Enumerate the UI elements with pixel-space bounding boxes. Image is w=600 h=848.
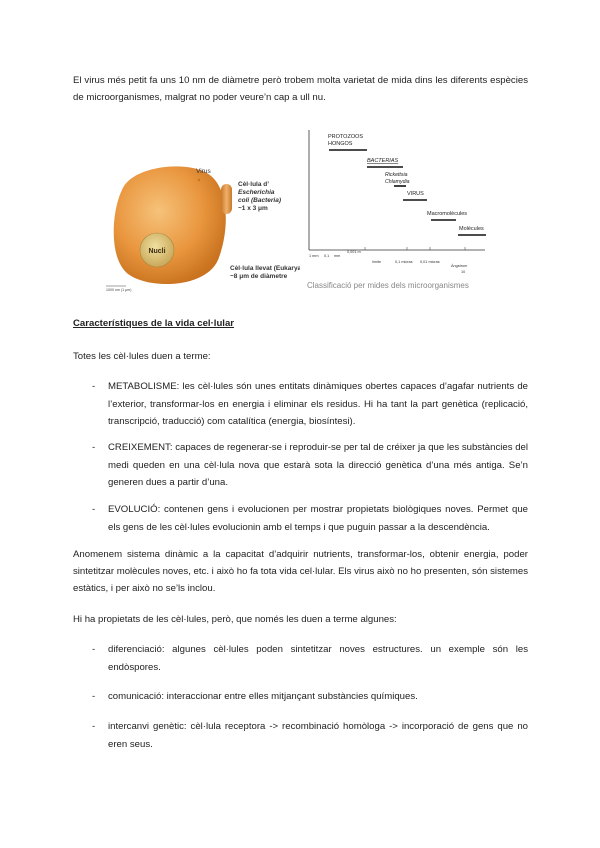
paragraph-1: Totes les cèl·lules duen a terme: [73, 351, 211, 362]
paragraph-3: Hi ha propietats de les cèl·lules, però, que només les duen a terme algunes: [73, 614, 397, 625]
list-item-text: METABOLISME: les cèl·lules són unes entitats dinàmiques obertes capaces d’agafar nutrients de l’exterior, transformar-los en energia i eliminar els residus. Hi ha tant la part genètica (replicació, transcripció, traducció) com catalítica (energia, biosíntesi). [108, 381, 528, 427]
bacteria-label-4: ~1 x 3 μm [238, 205, 268, 212]
section-heading: Característiques de la vida cel·lular [73, 318, 235, 329]
virus-label: Virus [196, 168, 211, 175]
cell-size-illustration [100, 150, 300, 300]
label-hongos: HONGOS [328, 141, 353, 147]
nucleus-label: Nucli [148, 248, 166, 255]
list-item-text: diferenciació: algunes cèl·lules poden sintetitzar noves estructures. un exemple són les endòspores. [108, 644, 528, 673]
bacteria-label-3: coli (Bacteria) [238, 197, 281, 204]
intro-paragraph: El virus més petit fa uns 10 nm de diàmetre però trobem molta varietat de mida dins les diferents espècies de microorganismes, malgrat no poder veure’n cap a ull nu. [73, 75, 528, 103]
tick-0001: 0,001 m [347, 250, 361, 254]
figure-caption: Classificació per mides dels microorganismes [307, 281, 469, 290]
tick-01: 0,1 [324, 254, 330, 258]
paragraph-2: Anomenem sistema dinàmic a la capacitat d’adquirir nutrients, transformar-los, obtenir energia, poder sintetitzar molècules noves, etc. i això ho fa tota vida cel·lular. Els virus això no ho presenten, són sistemes estàtics, i per això no se’ls inclou. [73, 549, 528, 594]
label-molecules: Molècules [459, 226, 484, 232]
virus-particle [198, 179, 200, 181]
size-ranges-diagram [305, 126, 495, 281]
size-classification-figure [305, 126, 495, 296]
label-protozoos: PROTOZOOS [328, 134, 364, 140]
yeast-label-2: ~8 μm de diàmetre [230, 273, 288, 280]
tick-1mm: 1 mm [309, 254, 319, 258]
bullet-dash: - [92, 691, 96, 702]
bullet-dash: - [92, 442, 96, 453]
list-item [92, 378, 528, 431]
list-item-text: comunicació: interaccionar entre elles mitjançant substàncies químiques. [108, 691, 418, 702]
label-chlamydia: Chlamydia [385, 179, 410, 185]
bacterium-cell [221, 184, 232, 214]
list-item [92, 641, 528, 676]
label-virus: VIRUS [407, 191, 424, 197]
bacteria-label-2: Escherichia [238, 189, 275, 196]
tick-mm: mm [334, 254, 341, 258]
tick-01-micras: 0,1 micras [395, 260, 413, 264]
cell-size-figure [100, 150, 300, 300]
yeast-cell [114, 166, 226, 284]
list-item-text: EVOLUCIÓ: contenen gens i evolucionen per mostrar propietats biològiques noves. Permet que els gens de les cèl·lules evolucionin amb el temps i que puguin passar a la descendència. [108, 504, 528, 533]
list-item [92, 688, 528, 706]
bullet-dash: - [92, 644, 96, 655]
bacteria-label-1: Cèl·lula d’ [238, 181, 270, 188]
tick-limit: límite [372, 260, 382, 264]
list-item-text: CREIXEMENT: capaces de regenerar-se i reproduir-se per tal de créixer ja que les substàncies del medi queden en una cèl·lula nova que estarà sota la direcció genètica d’una més antiga. Se’n generen dues a partir d’una. [108, 442, 528, 488]
tick-angstrom: Ángstrom [451, 264, 468, 268]
tick-angstrom-10: 10 [461, 270, 466, 274]
label-macromolecules: Macromolècules [427, 211, 468, 217]
list-item [92, 439, 528, 492]
yeast-label-1: Cèl·lula llevat (Eukarya) [230, 265, 300, 272]
label-rickettsia: Rickettsia [385, 172, 408, 178]
bullet-dash: - [92, 381, 96, 392]
list-item [92, 501, 528, 536]
bullet-dash: - [92, 504, 96, 515]
label-bacterias: BACTERIAS [367, 158, 399, 164]
bullet-dash: - [92, 721, 96, 732]
scale-bar-label: 1000 nm (1 μm) [106, 288, 132, 292]
list-item [92, 718, 528, 753]
tick-001-micras: 0,01 micras [420, 260, 440, 264]
list-item-text: intercanvi genètic: cèl·lula receptora -> recombinació homòloga -> incorporació de gens que no eren seus. [108, 721, 528, 750]
